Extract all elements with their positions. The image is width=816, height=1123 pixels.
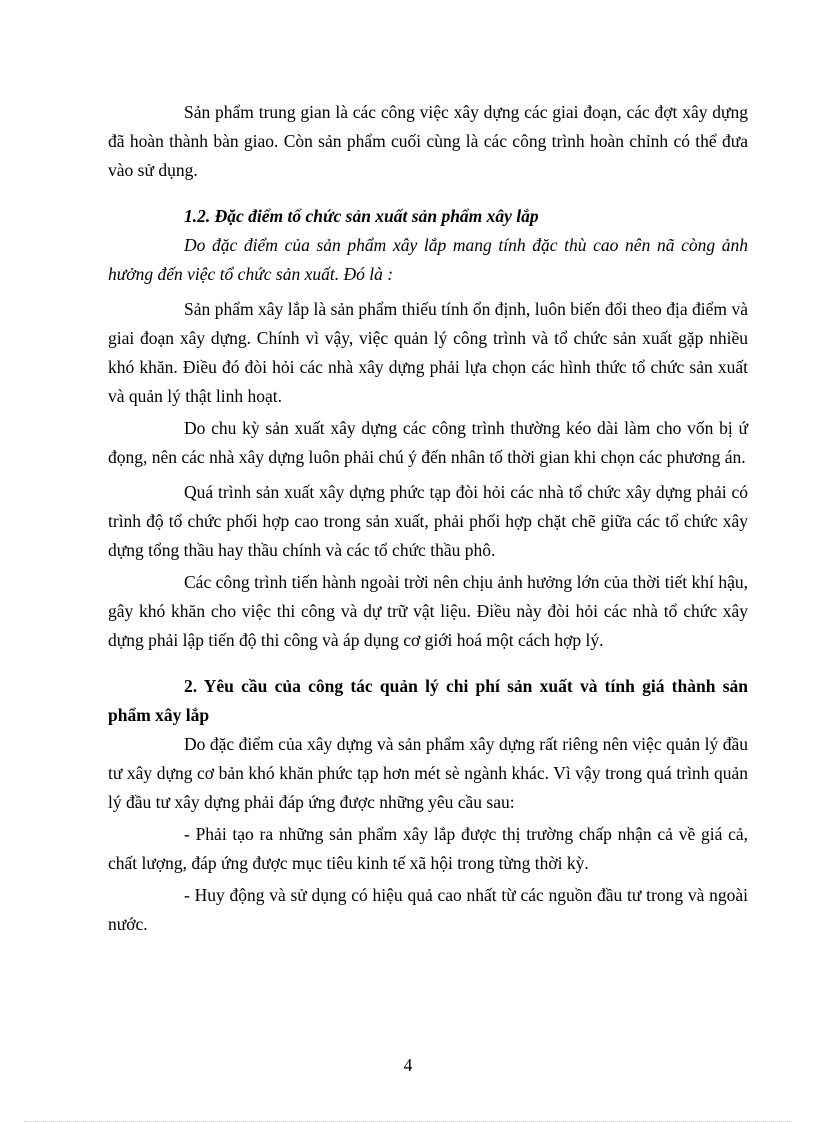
paragraph-coordination: Quá trình sản xuất xây dựng phức tạp đòi hỏi các nhà tổ chức xây dựng phải có trình độ tổ chức phối hợp cao trong sản xuất, phải phối hợp chặt chẽ giữa các tổ chức xây dựng tổng thầu hay thầu chính và các tổ chức thầu phô. bbox=[108, 482, 748, 560]
paragraph-intro: Sản phẩm trung gian là các công việc xây dựng các giai đoạn, các đợt xây dựng đã hoàn thành bàn giao. Còn sản phẩm cuối cùng là các công trình hoàn chỉnh có thể đưa vào sử dụng. bbox=[108, 102, 748, 180]
requirement-item: - Phải tạo ra những sản phẩm xây lắp được thị trường chấp nhận cả về giá cả, chất lượng, đáp ứng được mục tiêu kinh tế xã hội trong từng thời kỳ. bbox=[108, 824, 748, 873]
page-number: 4 bbox=[403, 1055, 413, 1075]
paragraph-instability: Sản phẩm xây lắp là sản phẩm thiếu tính ổn định, luôn biến đổi theo địa điểm và giai đoạn xây dựng. Chính vì vậy, việc quản lý công trình và tổ chức sản xuất gặp nhiều khó khăn. Điều đó đòi hỏi các nhà xây dựng phải lựa chọn các hình thức tổ chức sản xuất và quản lý thật linh hoạt. bbox=[108, 299, 748, 406]
section-heading-1-2: 1.2. Đặc điểm tổ chức sản xuất sản phẩm xây lắp bbox=[184, 206, 539, 226]
section-heading-2: 2. Yêu cầu của công tác quản lý chi phí sản xuất và tính giá thành sản phẩm xây lắp bbox=[108, 676, 748, 725]
section-lead-1-2: Do đặc điểm của sản phẩm xây lắp mang tính đặc thù cao nên nã còng ảnh hưởng đến việc tổ chức sản xuất. Đó là : bbox=[108, 235, 748, 284]
section-lead-2: Do đặc điểm của xây dựng và sản phẩm xây dựng rất riêng nên việc quản lý đầu tư xây dựng cơ bản khó khăn phức tạp hơn mét sè ngành khác. Vì vậy trong quá trình quản lý đầu tư xây dựng phải đáp ứng được những yêu cầu sau: bbox=[108, 734, 748, 812]
page-bottom-rule bbox=[24, 1121, 792, 1122]
paragraph-production-cycle: Do chu kỳ sản xuất xây dựng các công trình thường kéo dài làm cho vốn bị ứ đọng, nên các nhà xây dựng luôn phải chú ý đến nhân tố thời gian khi chọn các phương án. bbox=[108, 418, 748, 467]
paragraph-weather: Các công trình tiến hành ngoài trời nên chịu ảnh hưởng lớn của thời tiết khí hậu, gây khó khăn cho việc thi công và dự trữ vật liệu. Điều này đòi hỏi các nhà tổ chức xây dựng phải lập tiến độ thi công và áp dụng cơ giới hoá một cách hợp lý. bbox=[108, 572, 748, 650]
requirement-item: - Huy động và sử dụng có hiệu quả cao nhất từ các nguồn đầu tư trong và ngoài nước. bbox=[108, 885, 748, 934]
page-body bbox=[108, 98, 748, 939]
